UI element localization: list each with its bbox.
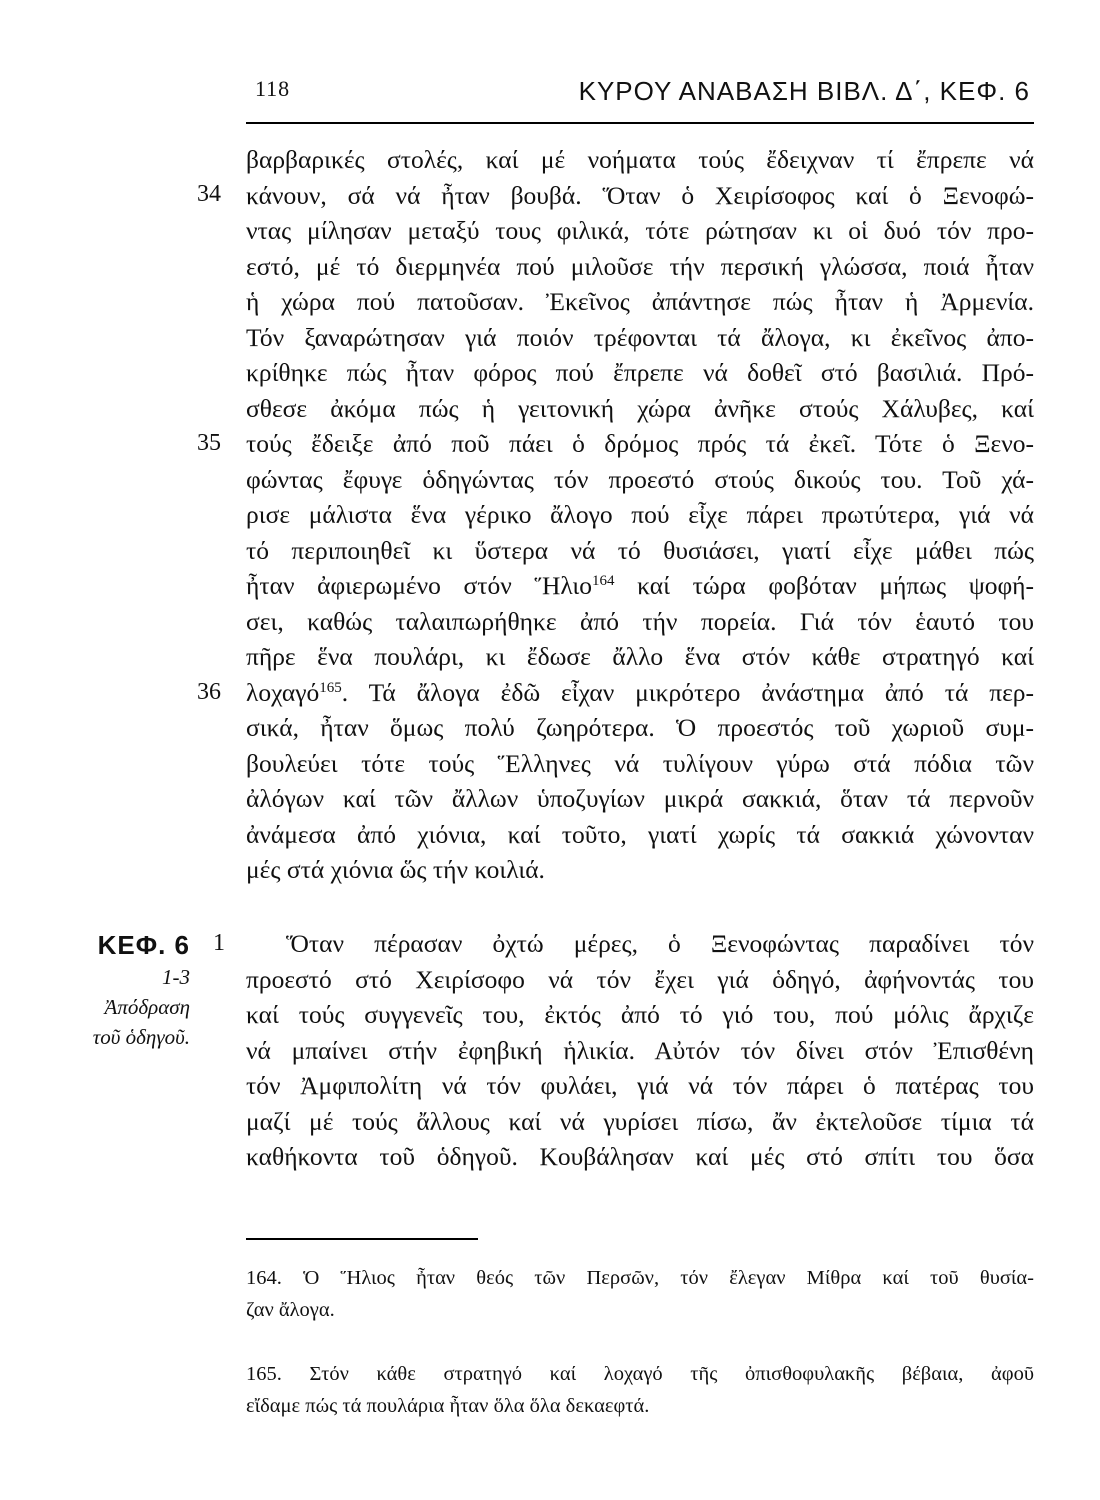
text-line: τό περιποιηθεῖ κι ὕστερα νά τό θυσιάσει, γιατί εἶχε μάθει πώς <box>246 535 1034 565</box>
verse-number-1: 1 <box>213 930 225 956</box>
text-line: εστό, μέ τό διερμηνέα πού μιλοῦσε τήν περσική γλώσσα, ποιά ἦταν <box>246 251 1034 281</box>
text-line: προεστό στό Χειρίσοφο νά τόν ἔχει γιά ὁδηγό, ἀφήνοντάς του <box>246 964 1034 994</box>
footnote-164 <box>246 1262 1034 1326</box>
footnote-ref-165: 165 <box>319 679 342 696</box>
chapter-title-line: Ἀπόδραση <box>104 995 190 1019</box>
header-rule <box>246 122 1034 124</box>
main-paragraph <box>246 142 1034 888</box>
text-line: τόν Ἀμφιπολίτη νά τόν φυλάει, γιά νά τόν πάρει ὁ πατέρας του <box>246 1071 1034 1100</box>
page-header <box>255 70 1030 110</box>
footnote-line: εἴδαμε πώς τά πουλάρια ἦταν ὅλα ὅλα δεκαεφτά. <box>246 1395 650 1417</box>
text-line: νά μπαίνει στήν ἐφηβική ἡλικία. Αὐτόν τόν δίνει στόν Ἐπισθένη <box>246 1035 1034 1065</box>
text-fragment: καί τώρα φοβόταν μήπως ψοφή- <box>614 571 1035 600</box>
text-line: κρίθηκε πώς ἦταν φόρος πού ἔπρεπε νά δοθεῖ στό βασιλιά. Πρό- <box>246 358 1034 387</box>
text-line: ἀλόγων καί τῶν ἄλλων ὑποζυγίων μικρά σακκιά, ὅταν τά περνοῦν <box>246 784 1034 813</box>
text-line: σθεσε ἀκόμα πώς ἡ γειτονική χώρα ἀνῆκε στούς Χάλυβες, καί <box>246 393 1034 423</box>
text-line: καί τούς συγγενεῖς του, ἐκτός ἀπό τό γιό του, πού μόλις ἄρχιζε <box>246 1000 1034 1029</box>
text-line: πῆρε ἕνα πουλάρι, κι ἔδωσε ἄλλο ἕνα στόν κάθε στρατηγό καί <box>246 642 1034 671</box>
chapter-margin-note <box>60 928 190 1052</box>
text-fragment: . Τά ἄλογα ἐδῶ εἶχαν μικρότερο ἀνάστημα ἀπό τά περ- <box>341 677 1034 707</box>
chapter-title-line: τοῦ ὁδηγοῦ. <box>92 1025 190 1049</box>
text-line: σει, καθώς ταλαιπωρήθηκε ἀπό τήν πορεία. Γιά τόν ἑαυτό του <box>246 606 1034 636</box>
text-line: φώντας ἔφυγε ὁδηγώντας τόν προεστό στούς δικούς του. Τοῦ χά- <box>246 464 1034 494</box>
footnote-rule <box>246 1238 478 1240</box>
page-number: 118 <box>255 76 291 101</box>
text-line: ἀνάμεσα ἀπό χιόνια, καί τοῦτο, γιατί χωρίς τά σακκιά χώνονταν <box>246 819 1034 849</box>
text-line: ἡ χώρα πού πατοῦσαν. Ἐκεῖνος ἀπάντησε πώς ἦταν ἡ Ἀρμενία. <box>246 287 1034 316</box>
text-line: βουλεύει τότε τούς Ἕλληνες νά τυλίγουν γύρω στά πόδια τῶν <box>246 748 1034 778</box>
text-line: τούς ἔδειξε ἀπό ποῦ πάει ὁ δρόμος πρός τά ἐκεῖ. Τότε ὁ Ξενο- <box>246 429 1034 458</box>
text-line <box>246 568 1034 604</box>
chapter6-paragraph <box>246 926 1034 1175</box>
footnote-line: ζαν ἄλογα. <box>246 1299 335 1321</box>
verse-number-36: 36 <box>197 679 221 705</box>
running-title: ΚΥΡΟΥ ΑΝΑΒΑΣΗ ΒΙΒΛ. Δ΄, ΚΕΦ. 6 <box>578 76 1030 106</box>
footnote-165 <box>246 1358 1034 1422</box>
text-line: ρισε μάλιστα ἕνα γέρικο ἄλογο πού εἶχε πάρει πρωτύτερα, γιά νά <box>246 500 1034 529</box>
text-fragment: λοχαγό <box>246 677 320 707</box>
chapter-label: ΚΕΦ. 6 <box>97 930 190 960</box>
footnote-line: 164. Ὁ Ἥλιος ἦταν θεός τῶν Περσῶν, τόν ἔλεγαν Μίθρα καί τοῦ θυσία- <box>246 1267 1034 1289</box>
verse-number-34: 34 <box>197 181 221 207</box>
text-line: κάνουν, σά νά ἦταν βουβά. Ὅταν ὁ Χειρίσοφος καί ὁ Ξενοφώ- <box>246 180 1034 210</box>
text-line: ντας μίλησαν μεταξύ τους φιλικά, τότε ρώτησαν κι οἱ δυό τόν προ- <box>246 216 1034 245</box>
text-line: Τόν ξαναρώτησαν γιά ποιόν τρέφονται τά ἄλογα, κι ἐκεῖνος ἀπο- <box>246 322 1034 352</box>
text-line: μές στά χιόνια ὥς τήν κοιλιά. <box>246 855 545 884</box>
text-fragment: ἦταν ἀφιερωμένο στόν Ἥλιο <box>246 571 593 600</box>
text-line: Ὅταν πέρασαν ὀχτώ μέρες, ὁ Ξενοφώντας παραδίνει τόν <box>286 929 1034 958</box>
chapter-range: 1-3 <box>162 965 190 989</box>
text-line: μαζί μέ τούς ἄλλους καί νά γυρίσει πίσω, ἄν ἐκτελοῦσε τίμια τά <box>246 1106 1034 1136</box>
text-line <box>246 675 1034 711</box>
verse-number-35: 35 <box>197 430 221 456</box>
text-line: σικά, ἦταν ὅμως πολύ ζωηρότερα. Ὁ προεστός τοῦ χωριοῦ συμ- <box>246 713 1034 742</box>
footnote-line: 165. Στόν κάθε στρατηγό καί λοχαγό τῆς ὀπισθοφυλακῆς βέβαια, ἀφοῦ <box>246 1363 1034 1385</box>
footnote-ref-164: 164 <box>592 573 615 589</box>
text-line: βαρβαρικές στολές, καί μέ νοήματα τούς ἔδειχναν τί ἔπρεπε νά <box>246 145 1034 174</box>
text-line: καθήκοντα τοῦ ὁδηγοῦ. Κουβάλησαν καί μές στό σπίτι του ὅσα <box>246 1142 1034 1171</box>
